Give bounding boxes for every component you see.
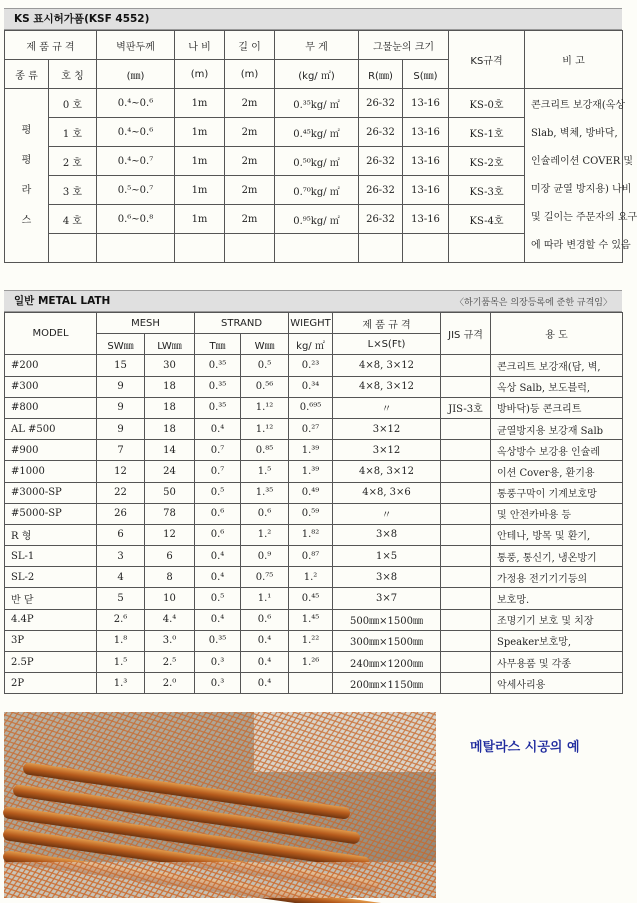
lath-cell-t: 0.³⁵ [195, 376, 241, 397]
ks-cell-ks: KS-2호 [449, 147, 525, 176]
lath-cell-use: 균열방지용 보강재 Salb [491, 418, 623, 439]
lath-cell-wt: 1.³⁹ [289, 461, 333, 482]
ks-cell-thickness: 0.⁶~0.⁸ [97, 205, 175, 234]
lath-cell-jis [441, 567, 491, 588]
lath-cell-model: AL #500 [5, 418, 97, 439]
lath-cell-t: 0.⁷ [195, 440, 241, 461]
lath-table-row [5, 630, 623, 651]
lath-cell-t: 0.⁴ [195, 609, 241, 630]
lath-cell-spec: 3×8 [333, 567, 441, 588]
lath-cell-sw: 15 [97, 355, 145, 376]
lath-cell-model: 4.4P [5, 609, 97, 630]
lath-cell-spec: 1×5 [333, 546, 441, 567]
lath-cell-lw: 2.⁵ [145, 652, 195, 673]
lath-table-row [5, 397, 623, 418]
hdr-r: R(㎜) [359, 60, 403, 89]
lath-cell-t: 0.⁴ [195, 546, 241, 567]
lath-cell-wt: 0.⁵⁹ [289, 503, 333, 524]
lath-cell-wt: 1.⁴⁵ [289, 609, 333, 630]
lath-cell-lw: 14 [145, 440, 195, 461]
ks-cell-width: 1m [175, 118, 225, 147]
hdr2-weight-unit: kg/ ㎡ [289, 334, 333, 355]
lath-cell-wt [289, 673, 333, 694]
lath-cell-use: 및 안전카바용 등 [491, 503, 623, 524]
lath-cell-lw: 18 [145, 397, 195, 418]
lath-cell-model: #5000-SP [5, 503, 97, 524]
remarks-line: Slab, 벽체, 방바닥, [531, 127, 618, 139]
lath-cell-w: 1.² [241, 524, 289, 545]
lath-cell-model: 2P [5, 673, 97, 694]
lath-cell-lw: 12 [145, 524, 195, 545]
ks-cell-r: 26-32 [359, 176, 403, 205]
lath-cell-w: 1.³⁵ [241, 482, 289, 503]
lath-cell-lw: 30 [145, 355, 195, 376]
lath-cell-lw: 6 [145, 546, 195, 567]
lath-cell-model: #3000-SP [5, 482, 97, 503]
hdr2-model: MODEL [5, 313, 97, 355]
lath-cell-jis [441, 503, 491, 524]
lath-table-row [5, 652, 623, 673]
lath-cell-model: #200 [5, 355, 97, 376]
ks-cell-width: 1m [175, 89, 225, 118]
ks-cell-weight [275, 234, 359, 263]
ks-cell-no: 4 호 [49, 205, 97, 234]
lath-cell-wt: 1.³⁹ [289, 440, 333, 461]
lath-cell-wt: 0.²⁷ [289, 418, 333, 439]
lath-cell-lw: 3.⁰ [145, 630, 195, 651]
lath-table-row [5, 673, 623, 694]
lath-cell-sw: 4 [97, 567, 145, 588]
lath-cell-jis [441, 546, 491, 567]
lath-cell-w: 1.¹² [241, 418, 289, 439]
ks-cell-width: 1m [175, 205, 225, 234]
metal-lath-section-bar [4, 290, 622, 312]
ks-cell-width: 1m [175, 147, 225, 176]
hdr2-lw: LW㎜ [145, 334, 195, 355]
ks-cell-s: 13-16 [403, 176, 449, 205]
lath-cell-lw: 78 [145, 503, 195, 524]
lath-cell-t: 0.⁴ [195, 418, 241, 439]
hdr2-jis: JIS 규격 [441, 313, 491, 355]
lath-cell-jis [441, 355, 491, 376]
metal-lath-table [4, 312, 623, 694]
lath-cell-spec: 〃 [333, 397, 441, 418]
ks-cell-s [403, 234, 449, 263]
ks-cell-ks [449, 234, 525, 263]
lath-cell-t: 0.³⁵ [195, 630, 241, 651]
product-name-char: 평 [21, 154, 32, 166]
lath-cell-use: 보호망. [491, 588, 623, 609]
ks-section-bar [4, 8, 622, 30]
lath-table-row [5, 567, 623, 588]
lath-cell-jis [441, 524, 491, 545]
ks-cell-s: 13-16 [403, 89, 449, 118]
hdr-weight-unit: (kg/ ㎡) [275, 60, 359, 89]
lath-cell-jis [441, 609, 491, 630]
lath-cell-jis [441, 630, 491, 651]
lath-cell-sw: 3 [97, 546, 145, 567]
hdr-remarks: 비 고 [525, 31, 623, 89]
hdr-number: 호 칭 [49, 60, 97, 89]
lath-cell-wt: 0.⁸⁷ [289, 546, 333, 567]
hdr2-w: W㎜ [241, 334, 289, 355]
lath-cell-wt: 0.²³ [289, 355, 333, 376]
hdr-thickness: 벽판두께 [97, 31, 175, 60]
lath-cell-use: 통풍구막이 기계보호망 [491, 482, 623, 503]
lath-cell-lw: 18 [145, 418, 195, 439]
ks-cell-length [225, 234, 275, 263]
lath-cell-jis [441, 588, 491, 609]
ks-cell-ks: KS-3호 [449, 176, 525, 205]
lath-cell-model: #800 [5, 397, 97, 418]
lath-table-row [5, 482, 623, 503]
ks-cell-weight: 0.⁴⁵kg/ ㎡ [275, 118, 359, 147]
lath-cell-use: 안테나, 방목 및 환기, [491, 524, 623, 545]
lath-cell-w: 0.⁷⁵ [241, 567, 289, 588]
ks-cell-no: 0 호 [49, 89, 97, 118]
lath-cell-t: 0.⁷ [195, 461, 241, 482]
hdr-mesh-size: 그물눈의 크기 [359, 31, 449, 60]
hdr2-sw: SW㎜ [97, 334, 145, 355]
lath-cell-sw: 22 [97, 482, 145, 503]
lath-cell-w: 0.⁴ [241, 673, 289, 694]
ks-cell-thickness [97, 234, 175, 263]
lath-cell-w: 1.⁵ [241, 461, 289, 482]
lath-cell-use: 콘크리트 보강재(담, 벽, [491, 355, 623, 376]
lath-table-row [5, 524, 623, 545]
lath-cell-model: 반 닫 [5, 588, 97, 609]
lath-cell-use: Speaker보호망, [491, 630, 623, 651]
ks-cell-weight: 0.⁹⁵kg/ ㎡ [275, 205, 359, 234]
lath-cell-jis [441, 482, 491, 503]
lath-cell-use: 통풍, 통신기, 냉온방기 [491, 546, 623, 567]
lath-cell-model: R 형 [5, 524, 97, 545]
remarks-line: 인슐레이션 COVER 및 [531, 155, 634, 167]
lath-cell-w: 0.⁶ [241, 503, 289, 524]
lath-cell-sw: 6 [97, 524, 145, 545]
lath-cell-spec: 300㎜×1500㎜ [333, 630, 441, 651]
hdr2-weight: WIEGHT [289, 313, 333, 334]
remarks-cell [525, 89, 637, 263]
lath-table-row [5, 503, 623, 524]
ks-cell-ks: KS-1호 [449, 118, 525, 147]
lath-cell-wt: 0.⁴⁹ [289, 482, 333, 503]
lath-cell-sw: 9 [97, 376, 145, 397]
ks-cell-length: 2m [225, 89, 275, 118]
hdr-type-name: 종 류 [5, 60, 49, 89]
ks-cell-s: 13-16 [403, 205, 449, 234]
ks-cell-length: 2m [225, 118, 275, 147]
lath-cell-spec: 3×8 [333, 524, 441, 545]
lath-table-row [5, 461, 623, 482]
ks-section-title: KS 표시허가품(KSF 4552) [14, 13, 150, 25]
lath-cell-jis [441, 652, 491, 673]
lath-cell-wt: 1.²⁶ [289, 652, 333, 673]
lath-cell-spec: 3×12 [333, 418, 441, 439]
ks-cell-weight: 0.⁵⁰kg/ ㎡ [275, 147, 359, 176]
metal-lath-section-note: 〈하기품목은 의장등록에 준한 규격임〉 [455, 298, 612, 308]
lath-cell-use: 옥상방수 보강용 인슐레 [491, 440, 623, 461]
remarks-line: 및 길이는 주문자의 요구 [531, 211, 637, 223]
hdr2-product-spec: 제 품 규 격 [333, 313, 441, 334]
lath-cell-spec: 4×8, 3×12 [333, 461, 441, 482]
lath-cell-model: #300 [5, 376, 97, 397]
hdr2-use: 용 도 [491, 313, 623, 355]
lath-cell-t: 0.⁶ [195, 503, 241, 524]
lath-cell-use: 방바닥)등 콘크리트 [491, 397, 623, 418]
ks-cell-ks: KS-4호 [449, 205, 525, 234]
ks-cell-thickness: 0.⁴~0.⁶ [97, 89, 175, 118]
lath-cell-lw: 2.⁰ [145, 673, 195, 694]
lath-cell-wt: 0.³⁴ [289, 376, 333, 397]
lath-cell-spec: 3×7 [333, 588, 441, 609]
lath-cell-lw: 4.⁴ [145, 609, 195, 630]
product-name-char: 라 [21, 184, 32, 196]
product-name-cell [5, 89, 49, 263]
photo-caption: 메탈라스 시공의 예 [470, 740, 580, 755]
lath-table-row [5, 546, 623, 567]
lath-cell-use: 옥상 Salb, 보도블럭, [491, 376, 623, 397]
lath-cell-wt: 0.⁶⁹⁵ [289, 397, 333, 418]
ks-cell-r [359, 234, 403, 263]
metal-lath-section-title: 일반 METAL LATH [14, 295, 111, 307]
product-name-char: 스 [21, 214, 32, 226]
lath-cell-lw: 50 [145, 482, 195, 503]
lath-cell-t: 0.⁴ [195, 567, 241, 588]
lath-cell-sw: 5 [97, 588, 145, 609]
lath-cell-model: 2.5P [5, 652, 97, 673]
lath-cell-w: 0.⁴ [241, 652, 289, 673]
ks-table-row [5, 89, 623, 118]
hdr2-lxs: L×S(Ft) [333, 334, 441, 355]
lath-cell-wt: 1.² [289, 567, 333, 588]
lath-cell-model: #1000 [5, 461, 97, 482]
lath-cell-jis [441, 376, 491, 397]
lath-cell-spec: 4×8, 3×12 [333, 376, 441, 397]
hdr-width-unit: (m) [175, 60, 225, 89]
lath-cell-w: 0.⁹ [241, 546, 289, 567]
lath-cell-w: 0.⁸⁵ [241, 440, 289, 461]
remarks-line: 콘크리트 보강재(옥상 [531, 99, 626, 111]
lath-table-row [5, 440, 623, 461]
ks-cell-ks: KS-0호 [449, 89, 525, 118]
lath-cell-use: 조명기기 보호 및 치장 [491, 609, 623, 630]
lath-cell-use: 악세사리용 [491, 673, 623, 694]
ks-cell-thickness: 0.⁴~0.⁷ [97, 147, 175, 176]
lath-cell-spec: 3×12 [333, 440, 441, 461]
lath-table-row [5, 609, 623, 630]
construction-photo [4, 712, 436, 898]
hdr-s: S(㎜) [403, 60, 449, 89]
ks-cell-s: 13-16 [403, 118, 449, 147]
remarks-line: 에 따라 변경할 수 있음 [531, 239, 631, 251]
lath-cell-jis [441, 461, 491, 482]
hdr2-t: T㎜ [195, 334, 241, 355]
ks-cell-no: 2 호 [49, 147, 97, 176]
lath-cell-model: SL-2 [5, 567, 97, 588]
ks-cell-weight: 0.³⁵kg/ ㎡ [275, 89, 359, 118]
ks-cell-s: 13-16 [403, 147, 449, 176]
ks-cell-length: 2m [225, 147, 275, 176]
remarks-line: 미장 균열 방지용) 나비 [531, 183, 632, 195]
lath-cell-model: SL-1 [5, 546, 97, 567]
lath-cell-sw: 2.⁶ [97, 609, 145, 630]
ks-cell-r: 26-32 [359, 89, 403, 118]
lath-cell-wt: 0.⁴⁵ [289, 588, 333, 609]
hdr-product-spec: 제 품 규 격 [5, 31, 97, 60]
ks-cell-thickness: 0.⁵~0.⁷ [97, 176, 175, 205]
lath-cell-use: 이션 Cover용, 환기용 [491, 461, 623, 482]
ks-cell-width: 1m [175, 176, 225, 205]
lath-cell-jis [441, 440, 491, 461]
lath-cell-sw: 9 [97, 418, 145, 439]
hdr-width: 나 비 [175, 31, 225, 60]
lath-cell-spec: 500㎜×1500㎜ [333, 609, 441, 630]
lath-cell-lw: 10 [145, 588, 195, 609]
lath-cell-sw: 1.³ [97, 673, 145, 694]
product-name-char: 평 [21, 124, 32, 136]
lath-cell-wt: 1.²² [289, 630, 333, 651]
ks-cell-r: 26-32 [359, 205, 403, 234]
hdr-ks-std: KS규격 [449, 31, 525, 89]
lath-table-row [5, 376, 623, 397]
ks-cell-r: 26-32 [359, 147, 403, 176]
lath-cell-spec: 〃 [333, 503, 441, 524]
hdr-thickness-unit: (㎜) [97, 60, 175, 89]
lath-table-row [5, 588, 623, 609]
lath-cell-spec: 4×8, 3×12 [333, 355, 441, 376]
ks-cell-r: 26-32 [359, 118, 403, 147]
ks-spec-table [4, 30, 637, 263]
ks-cell-no: 3 호 [49, 176, 97, 205]
lath-cell-sw: 12 [97, 461, 145, 482]
hdr-length-unit: (m) [225, 60, 275, 89]
lath-cell-sw: 26 [97, 503, 145, 524]
lath-cell-t: 0.⁶ [195, 524, 241, 545]
lath-cell-t: 0.⁵ [195, 588, 241, 609]
hdr-weight: 무 게 [275, 31, 359, 60]
lath-cell-jis [441, 418, 491, 439]
lath-cell-use: 가정용 전기기기등의 [491, 567, 623, 588]
lath-cell-spec: 4×8, 3×6 [333, 482, 441, 503]
hdr2-mesh: MESH [97, 313, 195, 334]
ks-cell-no [49, 234, 97, 263]
lath-cell-jis: JIS-3호 [441, 397, 491, 418]
lath-cell-w: 0.⁵ [241, 355, 289, 376]
lath-cell-wt: 1.⁸² [289, 524, 333, 545]
lath-cell-jis [441, 673, 491, 694]
lath-cell-t: 0.⁵ [195, 482, 241, 503]
lath-cell-spec: 240㎜×1200㎜ [333, 652, 441, 673]
lath-cell-model: #900 [5, 440, 97, 461]
lath-cell-sw: 1.⁸ [97, 630, 145, 651]
lath-table-row [5, 355, 623, 376]
lath-cell-w: 1.¹² [241, 397, 289, 418]
lath-cell-sw: 1.⁵ [97, 652, 145, 673]
lath-cell-lw: 24 [145, 461, 195, 482]
lath-cell-t: 0.³⁵ [195, 355, 241, 376]
lath-cell-spec: 200㎜×1150㎜ [333, 673, 441, 694]
lath-cell-w: 1.¹ [241, 588, 289, 609]
lath-table-row [5, 418, 623, 439]
ks-cell-no: 1 호 [49, 118, 97, 147]
lath-cell-t: 0.³⁵ [195, 397, 241, 418]
lath-cell-w: 0.⁶ [241, 609, 289, 630]
lath-cell-t: 0.³ [195, 652, 241, 673]
hdr2-strand: STRAND [195, 313, 289, 334]
lath-cell-lw: 8 [145, 567, 195, 588]
ks-cell-thickness: 0.⁴~0.⁶ [97, 118, 175, 147]
hdr-length: 길 이 [225, 31, 275, 60]
lath-cell-w: 0.⁴ [241, 630, 289, 651]
lath-cell-sw: 7 [97, 440, 145, 461]
lath-cell-lw: 18 [145, 376, 195, 397]
lath-cell-use: 사무용품 및 각종 [491, 652, 623, 673]
ks-cell-weight: 0.⁷⁰kg/ ㎡ [275, 176, 359, 205]
ks-cell-length: 2m [225, 205, 275, 234]
lath-cell-t: 0.³ [195, 673, 241, 694]
ks-cell-width [175, 234, 225, 263]
lath-cell-sw: 9 [97, 397, 145, 418]
lath-cell-model: 3P [5, 630, 97, 651]
ks-cell-length: 2m [225, 176, 275, 205]
lath-cell-w: 0.⁵⁶ [241, 376, 289, 397]
